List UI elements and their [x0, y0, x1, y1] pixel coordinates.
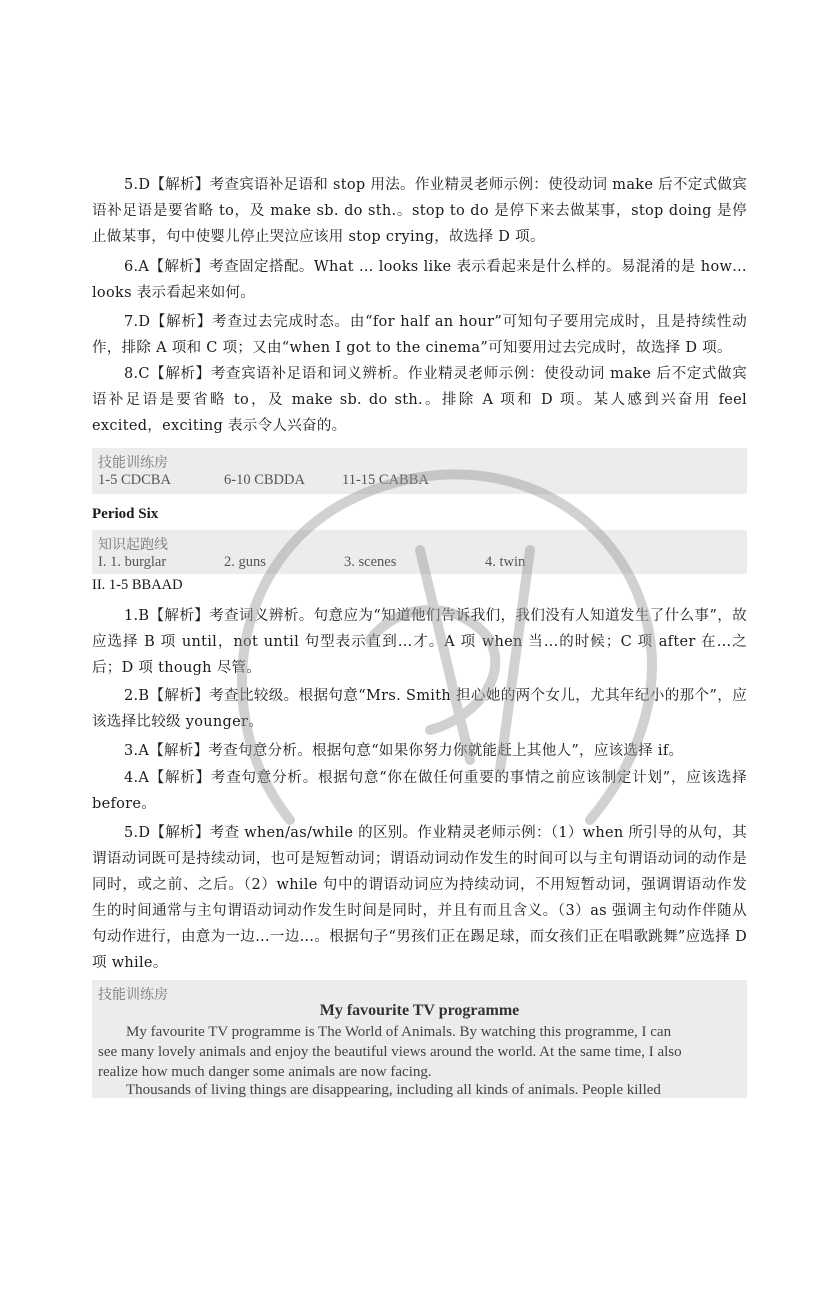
- essay-band: [92, 980, 747, 1098]
- answer-paragraph: 6.A【解析】考查固定搭配。What … looks like 表示看起来是什么样的。易混淆的是 how…looks 表示看起来如何。: [92, 259, 747, 301]
- essay-line: realize how much danger some animals are now facing.: [98, 1064, 432, 1080]
- vocab-answer: 3. scenes: [344, 554, 397, 570]
- essay-line: Thousands of living things are disappearing, including all kinds of animals. People killed: [126, 1082, 661, 1098]
- answer-key: 1-5 CDCBA: [98, 472, 171, 488]
- knowledge-band: [92, 530, 747, 574]
- vocab-answer: 4. twin: [485, 554, 526, 570]
- answer-paragraph: 7.D【解析】考查过去完成时态。由“for half an hour”可知句子要用完成时，且是持续性动作，排除 A 项和 C 项；又由“when I got to the cinema”可知要用过去完成时，故选择 D 项。: [92, 314, 747, 356]
- essay-line: My favourite TV programme is The World of Animals. By watching this programme, I can: [126, 1024, 672, 1040]
- section-label: 技能训练房: [98, 455, 168, 471]
- essay-title: My favourite TV programme: [319, 1002, 520, 1019]
- section-answer-key: II. 1-5 BBAAD: [92, 577, 183, 593]
- vocab-answer: I. 1. burglar: [98, 554, 167, 570]
- essay-line: see many lovely animals and enjoy the beautiful views around the world. At the same time, I also: [98, 1044, 682, 1060]
- section-label: 技能训练房: [98, 987, 168, 1003]
- skills-answer-band: [92, 448, 747, 494]
- answer-paragraph: 3.A【解析】考查句意分析。根据句意“如果你努力你就能赶上其他人”，应该选择 if。: [124, 743, 684, 759]
- answer-paragraph: 4.A【解析】考查句意分析。根据句意“你在做任何重要的事情之前应该制定计划”，应该选择 before。: [92, 770, 747, 812]
- answer-paragraph: 2.B【解析】考查比较级。根据句意“Mrs. Smith 担心她的两个女儿，尤其年纪小的那个”，应该选择比较级 younger。: [92, 688, 747, 730]
- answer-key: 6-10 CBDDA: [224, 472, 305, 488]
- answer-paragraph: 5.D【解析】考查宾语补足语和 stop 用法。作业精灵老师示例：使役动词 make 后不定式做宾语补足语是要省略 to，及 make sb. do sth.。stop to do 是停下来去做某事，stop doing 是停止做某事，句中使婴儿停止哭泣应该用 stop crying，故选择 D 项。: [92, 177, 747, 245]
- answer-paragraph: 8.C【解析】考查宾语补足语和词义辨析。作业精灵老师示例：使役动词 make 后不定式做宾语补足语是要省略 to，及 make sb. do sth.。排除 A 项和 D 项。某人感到兴奋用 feel excited，exciting 表示令人兴奋的。: [92, 366, 747, 434]
- answer-paragraph: 5.D【解析】考查 when/as/while 的区别。作业精灵老师示例：（1）when 所引导的从句，其谓语动词既可是持续动词，也可是短暂动词；谓语动词动作发生的时间可以与主句谓语动词的动作是同时，或之前、之后。（2）while 句中的谓语动词应为持续动词，不用短暂动词，强调谓语动作发生的时间通常与主句谓语动词动作发生时间是同时，并且有而且含义。（3）as 强调主句动作伴随从句动作进行，由意为一边…一边…。根据句子“男孩们正在踢足球，而女孩们正在唱歌跳舞”应选择 D 项 while。: [92, 825, 747, 971]
- answer-paragraph: 1.B【解析】考查词义辨析。句意应为“知道他们告诉我们，我们没有人知道发生了什么事”，故应选择 B 项 until，not until 句型表示直到…才。A 项 when 当…的时候；C 项 after 在…之后；D 项 though 尽管。: [92, 608, 747, 676]
- answer-key: 11-15 CABBA: [342, 472, 429, 488]
- section-label: 知识起跑线: [98, 537, 168, 553]
- vocab-answer: 2. guns: [224, 554, 266, 570]
- period-heading: Period Six: [92, 506, 159, 522]
